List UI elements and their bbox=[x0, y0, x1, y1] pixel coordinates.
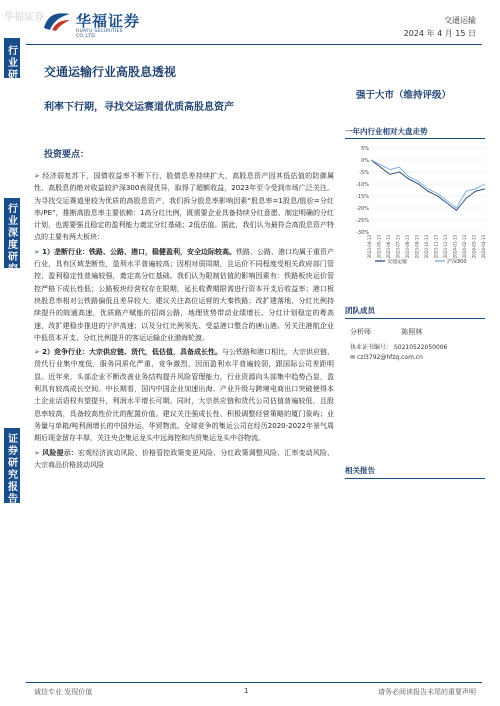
footer-divider bbox=[26, 682, 482, 683]
header-industry: 交通运输 bbox=[444, 16, 476, 25]
brand-name-en: HUAFU SECURITIES CO.,LTD. bbox=[76, 29, 123, 39]
chart-xtick-label: 2023-10-13 bbox=[424, 235, 429, 259]
chart-series-line bbox=[371, 160, 485, 210]
bullet-icon: ➢ bbox=[34, 448, 43, 457]
chart-title: 一年内行业相对大盘走势 bbox=[345, 127, 428, 136]
item2-body: 与公铁路和港口相比，大宗供应链、货代行业集中度低，服务同质化严重，竞争激烈，因而盈利水平普遍较弱，跟国际公司差距明显。近年来，头部企业不断改善业务结构提升风险管理能力，行业资源向头部集中趋势凸显，盈利具有较高成长空间。中长期看，国内中国企业加速出海、产业升级与跨境电商出口突破使得本土企业话语权有望提升，利润水平增长可期。同时，大宗供应链和货代公司估值普遍较低，且股息率较高，具备较高性价比的配置价值。建议关注强成长性、积极调整经营策略的厦门象屿；业务量与单箱/吨利润增长的中国外运、华贸物流。全球竞争的集运公司在经历2020-2022年景气周期后现金留存丰厚，关注央企集运龙头中远海控和内贸集运龙头中谷物流。 bbox=[34, 348, 334, 443]
footer-slogan: 诚信专业 发现价值 bbox=[34, 688, 93, 696]
sidebar-label-deep: 行业深度研究 bbox=[8, 204, 18, 275]
chart-xtick-label: 2023-07-13 bbox=[395, 235, 401, 259]
sidebar-label-report: 证券研究报告 bbox=[8, 434, 18, 505]
item1-body: 铁路、公路、港口均属于重资产行业，具有区域垄断性，盈利水平普遍较高；因相对弱周期，且运价不同程度受相关政府部门管控，盈利稳定性普遍较强，奠定高分红基础。我们认为限制估值的影响因素有：铁路板块运价管控严格下成长性低；公路板块经营权存在限期，延长收费期限需进行资本开支后收益率；港口板块股息率相对公铁路偏低且差异较大。建议关注高位运营的大秦铁路；改扩建落地、分红比例持续提升的皖通高速，优质路产赋能的招商公路，地理优势带动业绩增长、分红计划稳定的粤高速，改扩建稳步推进的宁沪高速；以及分红比例领先、受益港口整合的唐山港。另关注港航企业中低资本开支、分红比例提升的客运运输企业渤海轮渡。 bbox=[34, 247, 334, 342]
item1-head: 1）垄断行业：铁路、公路、港口，稳健盈利，安全边际较高。 bbox=[42, 247, 236, 256]
section-title-key-points: 投资要点： bbox=[44, 150, 90, 160]
analyst-cert-label: 执业证书编号： bbox=[350, 344, 393, 351]
analyst-cert-no: S0210522050006 bbox=[393, 344, 448, 351]
header-date: 2024 年 4 月 15 日 bbox=[403, 29, 476, 38]
chart-xtick-label: 2023-06-13 bbox=[386, 235, 391, 259]
chart-xtick-label: 2024-03-13 bbox=[471, 235, 477, 259]
left-sidebar bbox=[0, 38, 26, 678]
chart-xtick-label: 2023-08-13 bbox=[405, 235, 410, 259]
chart-ytick-label: 0% bbox=[361, 158, 369, 164]
risk-head: 风险提示： bbox=[42, 448, 78, 457]
paragraph-risk bbox=[34, 447, 334, 472]
chart-xtick-label: 2023-09-13 bbox=[414, 235, 420, 259]
page-number: 1 bbox=[244, 687, 249, 695]
paragraph-intro bbox=[34, 170, 334, 244]
analyst-email[interactable]: czl3792@hfzq.com.cn bbox=[356, 354, 423, 361]
brand-name-cn: 华福证券 bbox=[76, 12, 141, 30]
brand-logo bbox=[42, 6, 142, 40]
chart-ytick-label: 5% bbox=[361, 146, 369, 152]
bullet-icon: ➢ bbox=[34, 348, 43, 357]
risk-body: 宏观经济波动风险、价格管控政策变更风险、分红政策调整风险、汇率变动风险、大宗商品价格波动风险 bbox=[34, 448, 335, 469]
relative-performance-chart bbox=[345, 142, 490, 267]
footer-disclaimer: 请务必阅读报告末尾的重要声明 bbox=[378, 688, 476, 696]
paragraph-item2 bbox=[34, 346, 334, 444]
chart-xtick-label: 2023-11-13 bbox=[433, 235, 439, 259]
bullet-icon: ➢ bbox=[34, 172, 43, 180]
analyst-email-row[interactable] bbox=[350, 354, 423, 361]
paragraph-item1 bbox=[34, 246, 334, 344]
chart-xtick-label: 2023-12-13 bbox=[443, 235, 448, 259]
bullet-icon: ➢ bbox=[34, 247, 43, 256]
chart-ytick-label: -15% bbox=[356, 194, 369, 200]
chart-xtick-label: 2024-04-13 bbox=[481, 235, 486, 259]
report-rating: 强于大市（维持评级） bbox=[356, 90, 452, 101]
chart-legend-label: 交通运输 bbox=[387, 259, 408, 265]
chart-legend-label: 沪深300 bbox=[447, 259, 467, 265]
analyst-cert-row bbox=[350, 342, 447, 351]
chart-xtick-label: 2024-02-13 bbox=[462, 235, 467, 259]
header-meta bbox=[404, 14, 476, 40]
chart-ytick-label: -20% bbox=[356, 206, 369, 212]
related-reports-title: 相关报告 bbox=[345, 466, 375, 475]
watermark: 华福证券 bbox=[4, 12, 44, 23]
chart-xtick-label: 2024-01-13 bbox=[452, 235, 458, 259]
analyst-divider bbox=[345, 318, 485, 319]
chart-xtick-label: 2023-04-13 bbox=[367, 235, 372, 259]
sidebar-label-industry: 行业研究 bbox=[8, 46, 18, 93]
analyst-section-title: 团队成员 bbox=[345, 306, 375, 315]
report-subtitle: 利率下行期，寻找交运赛道优质高股息资产 bbox=[44, 102, 234, 113]
chart-xtick-label: 2023-05-13 bbox=[376, 235, 382, 259]
paragraph-intro-text: 经济弱复苏下，国债收益率不断下行，股债息差持续扩大，高股息资产因其低估值的防御属性、高股息的绝对收益较沪深300表现优异，取得了超额收益，2023年至今受到市场广泛关注。为寻找交运赛道里较为优质的高股息资产，我们拆分股息率影响因素“股息率=1股息/股价=分红率/PE”，推断高股息率主要依赖：1高分红比例，既需要企业具备持续分红意愿、制定明确的分红计划，也需要强且稳定的盈利能力奠定分红基础；2低估值。据此，我们认为最符合高股息资产特点的主要有两大板块： bbox=[34, 172, 334, 242]
item2-head: 2）竞争行业：大宗供应链、货代，低估值，具备成长性。 bbox=[42, 348, 222, 357]
top-divider bbox=[26, 44, 482, 45]
main-body bbox=[34, 170, 334, 471]
analyst-name: 陈照林 bbox=[401, 328, 423, 336]
chart-ytick-label: -5% bbox=[359, 170, 369, 176]
chart-divider bbox=[345, 138, 485, 139]
analyst-name-row bbox=[350, 327, 422, 337]
chart-ytick-label: -25% bbox=[356, 218, 369, 224]
chart-ytick-label: -10% bbox=[356, 182, 369, 188]
chart-ytick-label: -30% bbox=[356, 230, 369, 236]
logo-mark-icon bbox=[42, 10, 72, 32]
related-divider bbox=[345, 478, 485, 479]
analyst-role: 分析师 bbox=[350, 328, 371, 336]
mail-icon: ✉ bbox=[350, 354, 357, 361]
report-title: 交通运输行业高股息透视 bbox=[44, 65, 177, 79]
